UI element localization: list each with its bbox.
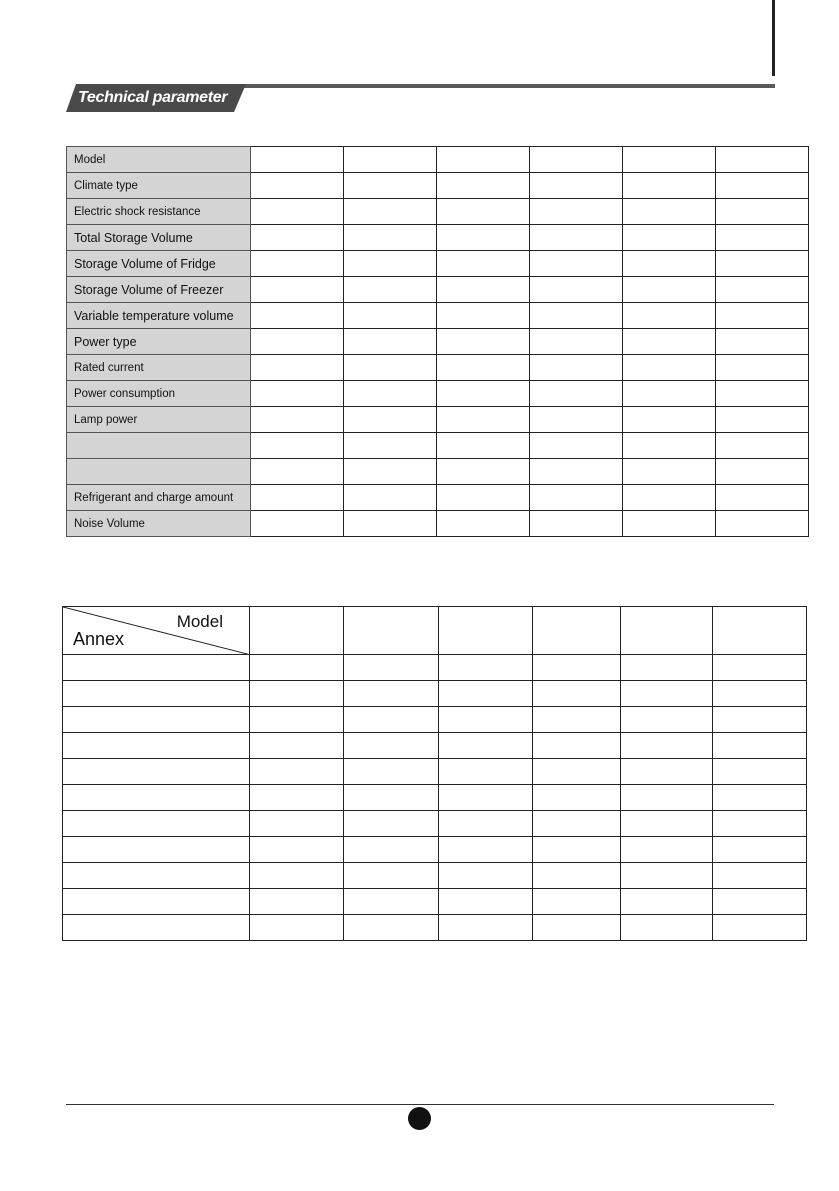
annex-row-label	[63, 655, 250, 681]
annex-value-cell	[712, 863, 806, 889]
annex-value-cell	[532, 707, 620, 733]
tech-value-cell	[623, 303, 716, 329]
tech-value-cell	[716, 329, 809, 355]
tech-value-cell	[716, 355, 809, 381]
annex-value-cell	[532, 915, 620, 941]
annex-value-cell	[532, 733, 620, 759]
annex-value-cell	[344, 655, 438, 681]
annex-row	[63, 811, 807, 837]
tech-value-cell	[251, 485, 344, 511]
annex-value-cell	[344, 915, 438, 941]
annex-value-cell	[250, 759, 344, 785]
tech-value-cell	[344, 433, 437, 459]
tech-value-cell	[251, 173, 344, 199]
tech-row	[67, 329, 809, 355]
tech-row	[67, 277, 809, 303]
tech-value-cell	[251, 433, 344, 459]
annex-value-cell	[532, 811, 620, 837]
annex-value-cell	[250, 811, 344, 837]
tech-value-cell	[251, 355, 344, 381]
tech-value-cell	[251, 407, 344, 433]
tech-value-cell	[344, 173, 437, 199]
annex-row-label	[63, 681, 250, 707]
tech-value-cell	[344, 381, 437, 407]
tech-value-cell	[530, 381, 623, 407]
tech-value-cell	[530, 459, 623, 485]
annex-value-cell	[344, 889, 438, 915]
tech-value-cell	[437, 147, 530, 173]
annex-row	[63, 733, 807, 759]
annex-value-cell	[620, 837, 712, 863]
tech-row-label	[67, 459, 251, 485]
annex-value-cell	[250, 785, 344, 811]
annex-value-cell	[344, 837, 438, 863]
annex-model-header-cell	[250, 607, 344, 655]
annex-model-header-cell	[712, 607, 806, 655]
tech-value-cell	[437, 277, 530, 303]
tech-value-cell	[437, 173, 530, 199]
annex-row-label	[63, 759, 250, 785]
tech-value-cell	[437, 303, 530, 329]
annex-value-cell	[438, 811, 532, 837]
annex-value-cell	[620, 655, 712, 681]
tech-value-cell	[251, 277, 344, 303]
tech-value-cell	[623, 511, 716, 537]
tech-value-cell	[530, 433, 623, 459]
footer-rule	[66, 1104, 774, 1105]
tech-row-label: Climate type	[67, 173, 251, 199]
tech-value-cell	[437, 329, 530, 355]
annex-value-cell	[250, 889, 344, 915]
tech-value-cell	[344, 251, 437, 277]
tech-value-cell	[344, 459, 437, 485]
tech-value-cell	[530, 511, 623, 537]
annex-row	[63, 915, 807, 941]
top-margin-rule	[772, 0, 775, 76]
tech-value-cell	[251, 251, 344, 277]
tech-row	[67, 485, 809, 511]
tech-value-cell	[251, 511, 344, 537]
tech-row-label: Rated current	[67, 355, 251, 381]
tech-value-cell	[530, 303, 623, 329]
annex-value-cell	[344, 707, 438, 733]
tech-value-cell	[437, 225, 530, 251]
annex-value-cell	[712, 759, 806, 785]
annex-value-cell	[438, 655, 532, 681]
tech-row	[67, 251, 809, 277]
tech-value-cell	[251, 225, 344, 251]
tech-row	[67, 381, 809, 407]
annex-value-cell	[438, 863, 532, 889]
tech-value-cell	[623, 173, 716, 199]
annex-value-cell	[250, 707, 344, 733]
tech-value-cell	[344, 225, 437, 251]
annex-value-cell	[712, 707, 806, 733]
tech-value-cell	[344, 407, 437, 433]
tech-row	[67, 225, 809, 251]
corner-annex-label: Annex	[73, 629, 125, 649]
tech-value-cell	[437, 251, 530, 277]
tech-value-cell	[437, 355, 530, 381]
annex-model-header-cell	[438, 607, 532, 655]
tech-value-cell	[623, 381, 716, 407]
technical-parameter-table	[66, 146, 809, 537]
annex-row-label	[63, 889, 250, 915]
annex-value-cell	[344, 733, 438, 759]
tech-value-cell	[716, 173, 809, 199]
tech-row-label: Lamp power	[67, 407, 251, 433]
tech-row-label: Total Storage Volume	[67, 225, 251, 251]
tech-value-cell	[716, 225, 809, 251]
tech-value-cell	[251, 147, 344, 173]
tech-value-cell	[623, 459, 716, 485]
tech-value-cell	[530, 251, 623, 277]
tech-value-cell	[716, 433, 809, 459]
annex-value-cell	[344, 681, 438, 707]
tech-row-label: Noise Volume	[67, 511, 251, 537]
annex-value-cell	[532, 681, 620, 707]
annex-value-cell	[712, 811, 806, 837]
tech-value-cell	[437, 407, 530, 433]
corner-model-label: Model	[176, 612, 223, 631]
tech-value-cell	[716, 511, 809, 537]
annex-value-cell	[620, 889, 712, 915]
tech-value-cell	[344, 511, 437, 537]
tech-value-cell	[437, 485, 530, 511]
annex-row-label	[63, 785, 250, 811]
annex-value-cell	[712, 733, 806, 759]
tech-value-cell	[623, 355, 716, 381]
annex-value-cell	[712, 837, 806, 863]
annex-row-label	[63, 837, 250, 863]
tech-value-cell	[344, 485, 437, 511]
tech-value-cell	[623, 407, 716, 433]
tech-value-cell	[623, 277, 716, 303]
page-number-dot	[408, 1107, 431, 1130]
annex-row-label	[63, 915, 250, 941]
annex-row	[63, 785, 807, 811]
tech-row	[67, 459, 809, 485]
annex-row	[63, 759, 807, 785]
annex-row	[63, 655, 807, 681]
tech-value-cell	[623, 251, 716, 277]
tech-value-cell	[716, 485, 809, 511]
annex-value-cell	[712, 681, 806, 707]
annex-header-row	[63, 607, 807, 655]
tech-value-cell	[437, 199, 530, 225]
tech-value-cell	[716, 147, 809, 173]
tech-value-cell	[530, 147, 623, 173]
tech-row	[67, 355, 809, 381]
tech-row-label: Model	[67, 147, 251, 173]
tech-value-cell	[344, 303, 437, 329]
annex-value-cell	[344, 785, 438, 811]
tech-value-cell	[344, 199, 437, 225]
tech-row	[67, 433, 809, 459]
annex-corner-cell	[63, 607, 250, 655]
annex-value-cell	[620, 681, 712, 707]
annex-model-header-cell	[620, 607, 712, 655]
annex-value-cell	[438, 707, 532, 733]
annex-value-cell	[438, 759, 532, 785]
tech-value-cell	[716, 277, 809, 303]
tech-value-cell	[251, 303, 344, 329]
header-bar	[240, 84, 775, 88]
annex-value-cell	[438, 889, 532, 915]
tech-row-label: Power consumption	[67, 381, 251, 407]
annex-value-cell	[250, 681, 344, 707]
annex-row-label	[63, 733, 250, 759]
tech-value-cell	[716, 459, 809, 485]
tech-value-cell	[437, 459, 530, 485]
tech-row	[67, 173, 809, 199]
tech-value-cell	[530, 329, 623, 355]
tech-value-cell	[530, 277, 623, 303]
annex-value-cell	[250, 655, 344, 681]
tech-row-label: Electric shock resistance	[67, 199, 251, 225]
tech-value-cell	[344, 329, 437, 355]
annex-value-cell	[438, 785, 532, 811]
tech-value-cell	[530, 355, 623, 381]
annex-value-cell	[532, 837, 620, 863]
annex-value-cell	[344, 759, 438, 785]
annex-value-cell	[344, 811, 438, 837]
tech-value-cell	[530, 225, 623, 251]
annex-value-cell	[532, 655, 620, 681]
tech-value-cell	[716, 407, 809, 433]
tech-value-cell	[623, 485, 716, 511]
annex-row	[63, 707, 807, 733]
annex-value-cell	[620, 733, 712, 759]
tech-value-cell	[344, 355, 437, 381]
annex-value-cell	[250, 863, 344, 889]
annex-value-cell	[712, 655, 806, 681]
tech-value-cell	[530, 199, 623, 225]
annex-value-cell	[620, 811, 712, 837]
tech-row-label: Power type	[67, 329, 251, 355]
annex-value-cell	[250, 915, 344, 941]
tech-row	[67, 147, 809, 173]
tech-value-cell	[251, 199, 344, 225]
tech-value-cell	[623, 199, 716, 225]
tech-value-cell	[530, 173, 623, 199]
annex-row	[63, 889, 807, 915]
annex-value-cell	[712, 915, 806, 941]
annex-value-cell	[250, 733, 344, 759]
annex-value-cell	[438, 837, 532, 863]
tech-value-cell	[623, 433, 716, 459]
tech-value-cell	[530, 485, 623, 511]
tech-value-cell	[251, 329, 344, 355]
annex-model-header-cell	[532, 607, 620, 655]
annex-row-label	[63, 707, 250, 733]
tech-row-label	[67, 433, 251, 459]
tech-row-label: Storage Volume of Fridge	[67, 251, 251, 277]
tech-row-label: Storage Volume of Freezer	[67, 277, 251, 303]
annex-value-cell	[532, 759, 620, 785]
annex-row	[63, 681, 807, 707]
annex-value-cell	[712, 889, 806, 915]
tech-value-cell	[623, 329, 716, 355]
annex-value-cell	[620, 915, 712, 941]
tech-value-cell	[437, 511, 530, 537]
tech-row-label: Variable temperature volume	[67, 303, 251, 329]
annex-row-label	[63, 811, 250, 837]
tech-row	[67, 303, 809, 329]
tech-value-cell	[530, 407, 623, 433]
annex-value-cell	[620, 759, 712, 785]
tech-value-cell	[716, 199, 809, 225]
tech-value-cell	[623, 225, 716, 251]
annex-value-cell	[344, 863, 438, 889]
annex-value-cell	[438, 915, 532, 941]
annex-row-label	[63, 863, 250, 889]
tech-row	[67, 199, 809, 225]
annex-row	[63, 863, 807, 889]
section-title: Technical parameter	[78, 89, 228, 106]
tech-value-cell	[623, 147, 716, 173]
annex-model-header-cell	[344, 607, 438, 655]
tech-value-cell	[716, 251, 809, 277]
tech-value-cell	[716, 303, 809, 329]
annex-value-cell	[620, 707, 712, 733]
tech-value-cell	[251, 381, 344, 407]
annex-value-cell	[438, 733, 532, 759]
tech-value-cell	[344, 147, 437, 173]
annex-value-cell	[438, 681, 532, 707]
tech-row-label: Refrigerant and charge amount	[67, 485, 251, 511]
tech-value-cell	[344, 277, 437, 303]
annex-value-cell	[712, 785, 806, 811]
tech-row	[67, 407, 809, 433]
annex-value-cell	[532, 863, 620, 889]
tech-value-cell	[251, 459, 344, 485]
annex-table	[62, 606, 807, 941]
annex-value-cell	[250, 837, 344, 863]
tech-row	[67, 511, 809, 537]
annex-value-cell	[532, 889, 620, 915]
annex-value-cell	[532, 785, 620, 811]
tech-value-cell	[437, 433, 530, 459]
tech-value-cell	[716, 381, 809, 407]
tech-value-cell	[437, 381, 530, 407]
annex-row	[63, 837, 807, 863]
annex-value-cell	[620, 863, 712, 889]
annex-value-cell	[620, 785, 712, 811]
